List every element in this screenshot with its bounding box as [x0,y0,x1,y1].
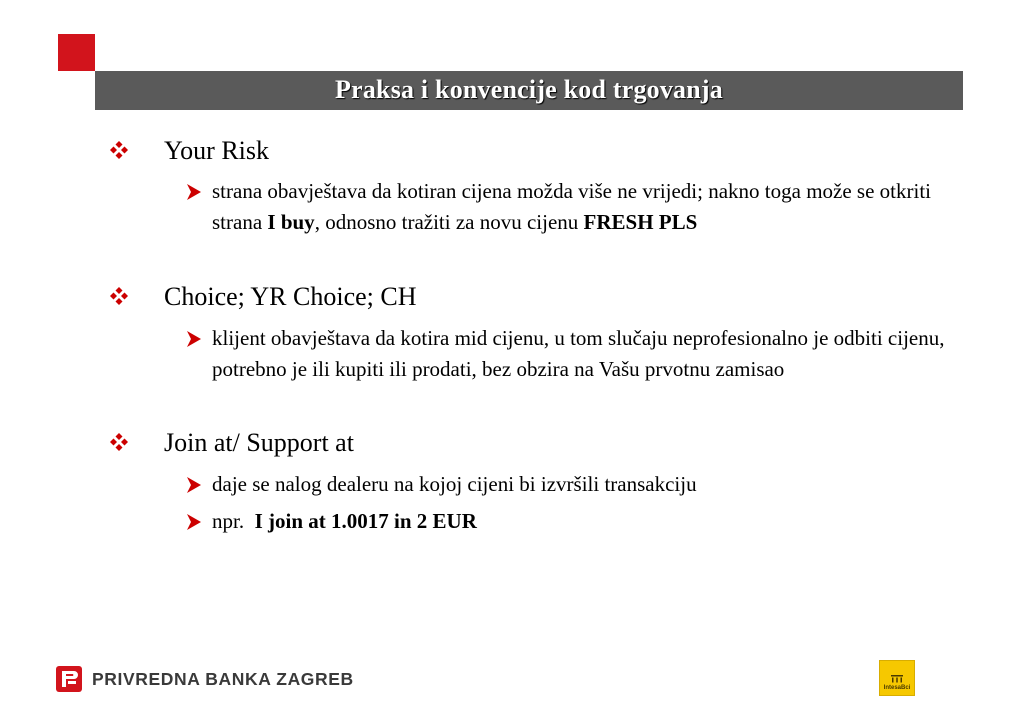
diamond-bullet-icon [106,431,132,453]
intesa-glyph-icon [891,675,903,683]
section-3-item-1: daje se nalog dealeru na kojoj cijeni bi izvršili transakciju [212,472,697,496]
diamond-bullet-icon [106,285,132,307]
arrow-bullet-icon [186,476,202,494]
item-text: strana obavještava da kotiran cijena možda više ne vrijedi; nakno toga može se otkriti strana [212,179,932,234]
section-3-item-2 [212,506,957,537]
intesabci-logo [879,660,915,696]
section-heading-your-risk: Your Risk [164,136,270,165]
item-text: npr. [212,509,255,533]
partner-logo-text: IntesaBci [883,685,911,691]
arrow-bullet-icon [186,183,202,201]
arrow-bullet-icon [186,330,202,348]
diamond-bullet-icon [106,139,132,161]
red-accent-square [58,34,95,71]
arrow-bullet-icon [186,513,202,531]
section-2-item-1: klijent obavještava da kotira mid cijenu, u tom slučaju neprofesionalno je odbiti cijenu, potrebno je ili kupiti ili prodati, bez obzira na Vašu prvotnu zamisao [212,326,945,381]
section-heading-choice: Choice; YR Choice; CH [164,282,417,311]
item-bold-text: I buy [267,210,315,234]
pbz-logo-mark-icon [56,666,82,692]
pbz-logo [56,666,354,692]
section-1-item-1 [212,176,957,238]
section-heading-join-at: Join at/ Support at [164,428,354,457]
item-bold-text: I join at 1.0017 in 2 EUR [254,509,477,533]
page-title: Praksa i konvencije kod trgovanja [335,74,723,104]
bank-name: PRIVREDNA BANKA ZAGREB [92,668,354,689]
item-bold-text: FRESH PLS [583,210,698,234]
item-text: , odnosno tražiti za novu cijenu [314,210,584,234]
title-bar [95,71,963,110]
